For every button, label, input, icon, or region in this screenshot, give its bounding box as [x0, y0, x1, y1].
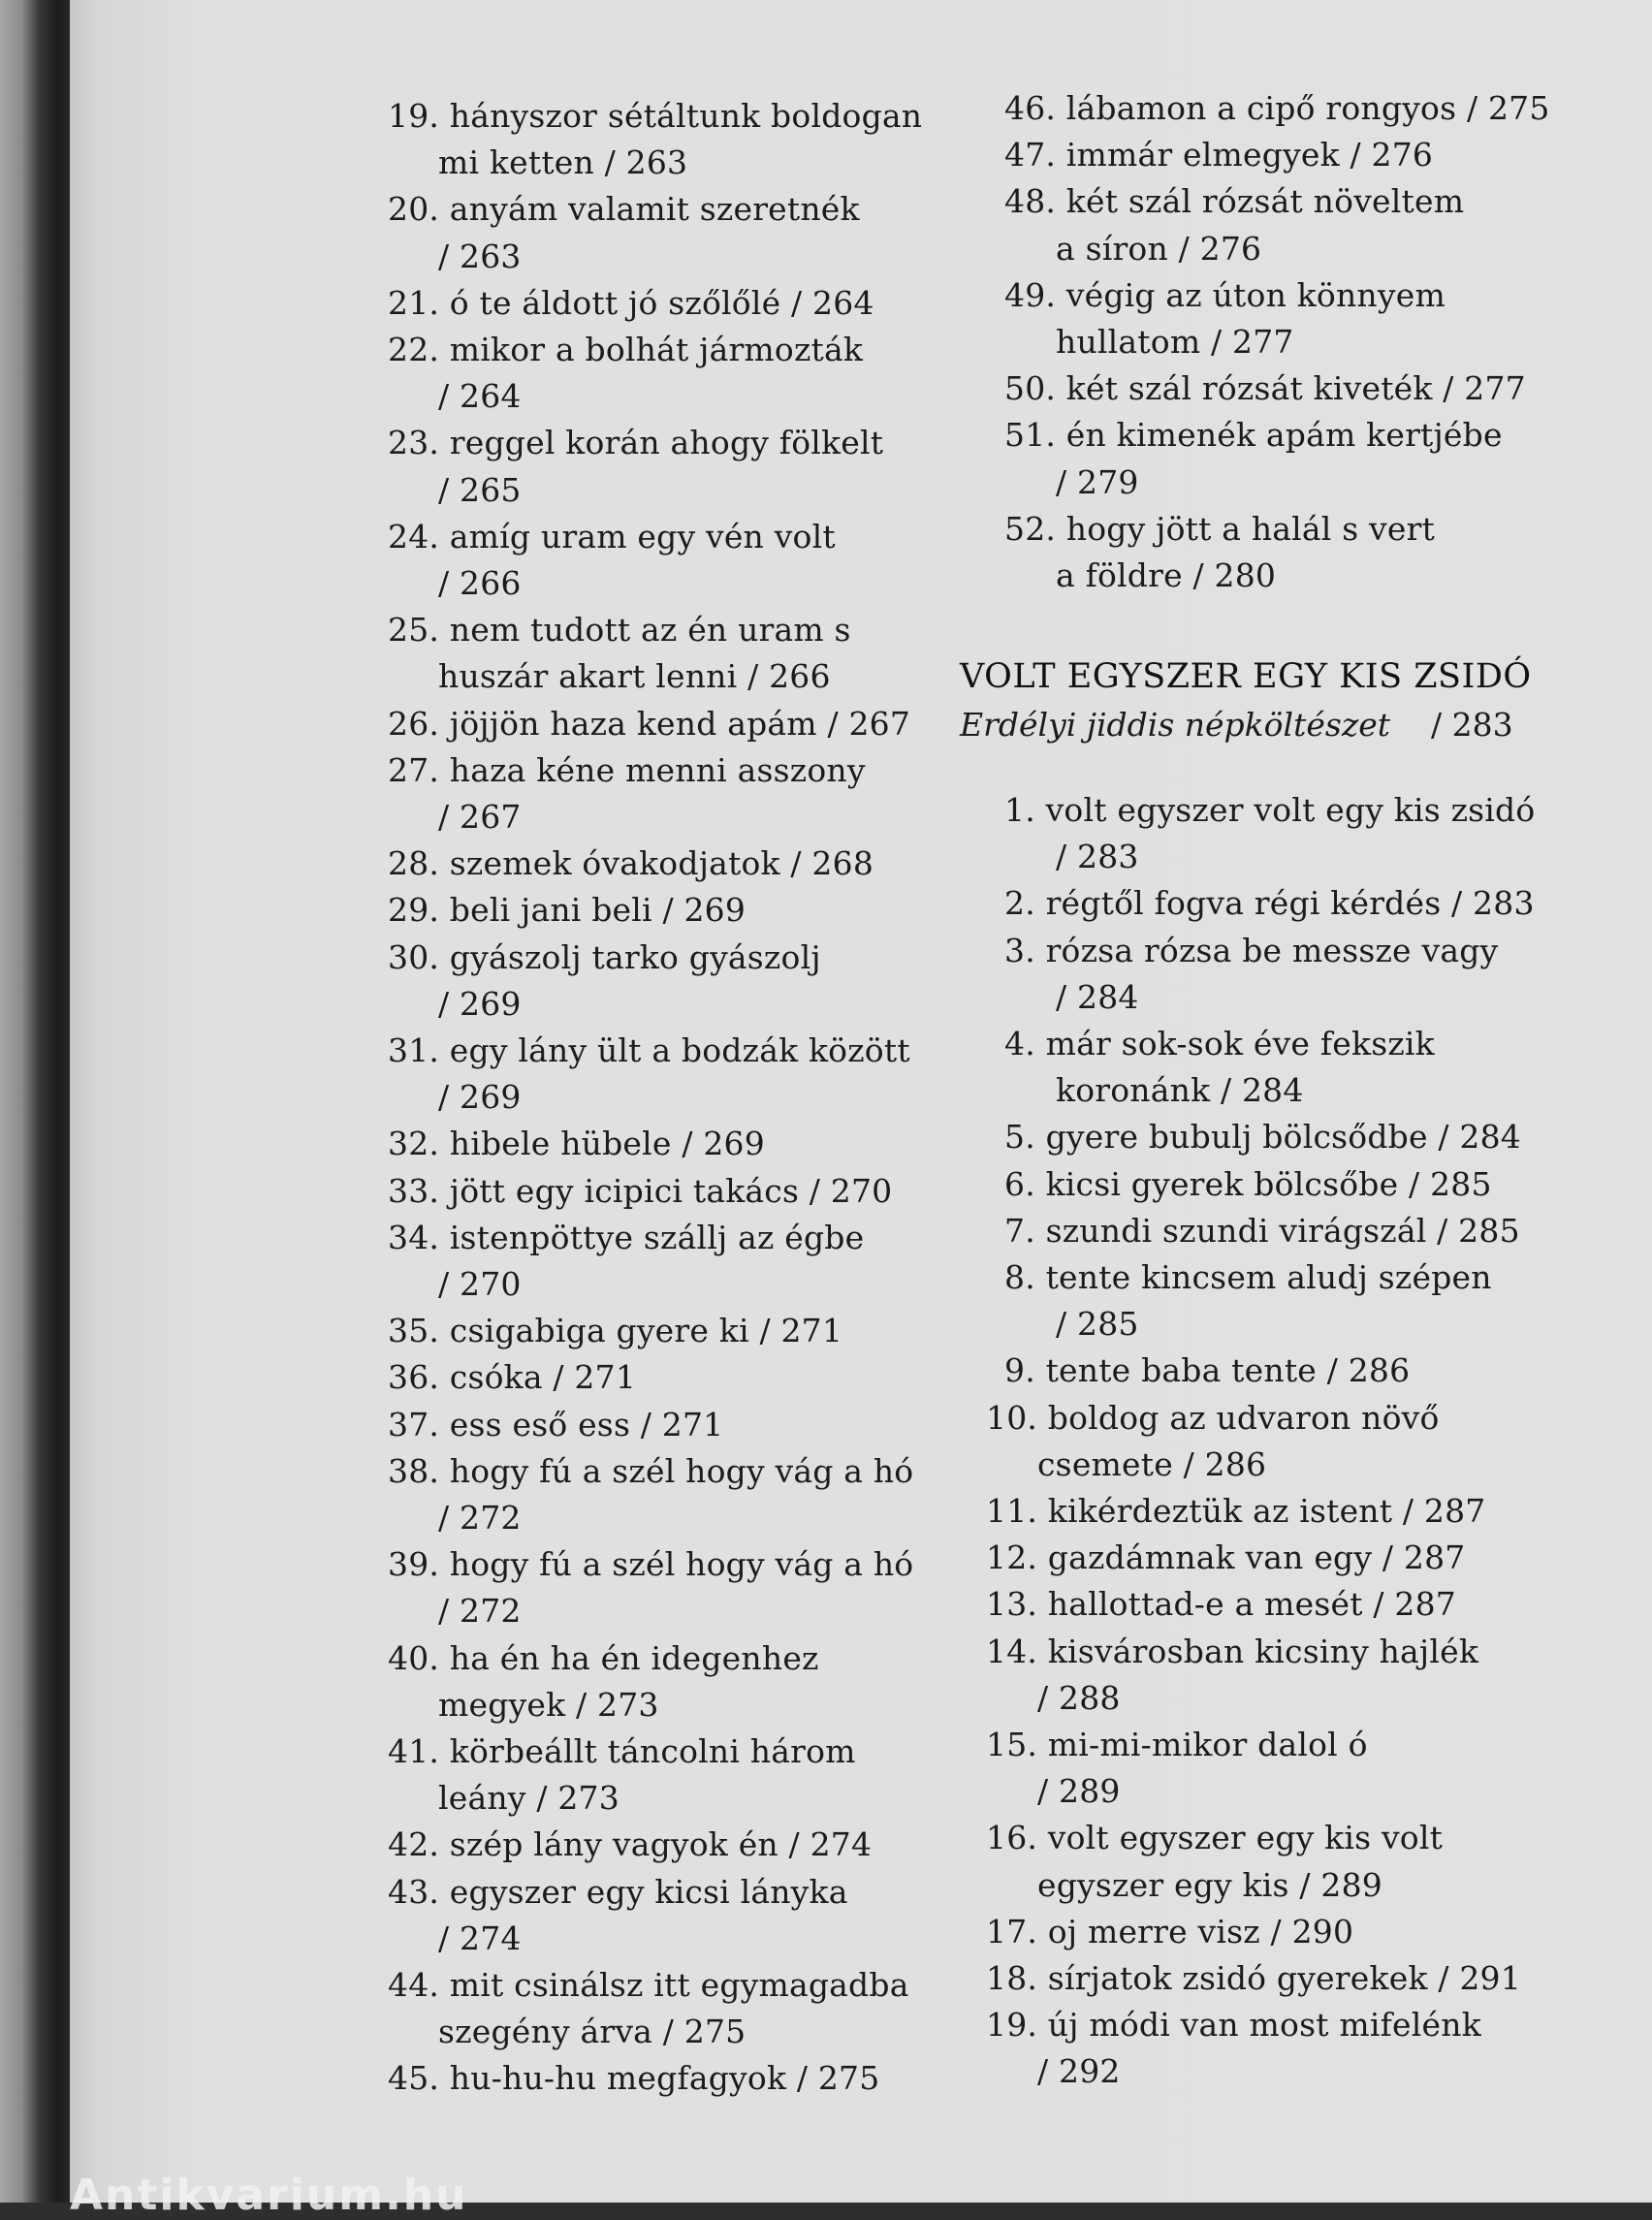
toc-entry: 48. két szál rózsát növeltem [1004, 182, 1465, 221]
section-title: VOLT EGYSZER EGY KIS ZSIDÓ [960, 657, 1532, 696]
toc-entry-continuation: / 279 [1056, 462, 1139, 501]
toc-entry-continuation: a síron / 276 [1056, 229, 1262, 268]
toc-entry-continuation: huszár akart lenni / 266 [438, 657, 831, 696]
toc-entry-continuation: / 269 [438, 984, 522, 1023]
toc-entry: 51. én kimenék apám kertjébe [1004, 416, 1503, 455]
toc-entry: 4. már sok-sok éve fekszik [1004, 1025, 1435, 1062]
toc-entry: 26. jöjjön haza kend apám / 267 [388, 704, 911, 743]
toc-entry: 33. jött egy icipici takács / 270 [388, 1171, 893, 1210]
toc-entry: 45. hu-hu-hu megfagyok / 275 [388, 2059, 880, 2098]
toc-entry: 52. hogy jött a halál s vert [1004, 509, 1436, 548]
toc-entry-continuation: hullatom / 277 [1056, 323, 1294, 361]
toc-entry-continuation: a földre / 280 [1056, 556, 1277, 594]
toc-entry-continuation: / 285 [1056, 1305, 1139, 1344]
toc-entry: 47. immár elmegyek / 276 [1004, 136, 1434, 174]
toc-entry: 24. amíg uram egy vén volt [388, 517, 836, 555]
toc-entry: 36. csóka / 271 [388, 1358, 637, 1397]
toc-entry: 15. mi-mi-mikor dalol ó [986, 1726, 1368, 1763]
toc-entry: 30. gyászolj tarko gyászolj [388, 937, 821, 976]
toc-entry-continuation: szegény árva / 275 [438, 2013, 747, 2051]
toc-entry: 50. két szál rózsát kiveték / 277 [1004, 369, 1526, 408]
toc-entry-continuation: / 288 [1037, 1678, 1121, 1717]
toc-entry: 29. beli jani beli / 269 [388, 891, 747, 930]
toc-entry: 34. istenpöttye szállj az égbe [388, 1218, 865, 1256]
toc-entry: 20. anyám valamit szeretnék [388, 190, 860, 229]
toc-entry-continuation: koronánk / 284 [1056, 1071, 1304, 1110]
toc-entry-continuation: csemete / 286 [1037, 1444, 1267, 1483]
toc-entry: 42. szép lány vagyok én / 274 [388, 1825, 873, 1864]
toc-entry-continuation: leány / 273 [438, 1779, 620, 1818]
toc-entry-continuation: / 263 [438, 237, 522, 275]
toc-entry-continuation: megyek / 273 [438, 1685, 659, 1724]
toc-entry: 10. boldog az udvaron növő [986, 1398, 1440, 1437]
toc-entry: 38. hogy fú a szél hogy vág a hó [388, 1451, 914, 1490]
toc-entry: 23. reggel korán ahogy fölkelt [388, 424, 884, 462]
watermark: Antikvarium.hu [70, 2171, 468, 2220]
toc-entry: 27. haza kéne menni asszony [388, 750, 866, 789]
toc-entry-continuation: / 284 [1056, 977, 1139, 1016]
toc-entry: 21. ó te áldott jó szőlőlé / 264 [388, 283, 874, 322]
toc-entry: 40. ha én ha én idegenhez [388, 1638, 819, 1677]
toc-entry-continuation: / 269 [438, 1078, 522, 1117]
toc-entry-continuation: / 274 [438, 1919, 522, 1957]
toc-entry: 13. hallottad-e a mesét / 287 [986, 1585, 1456, 1624]
toc-entry-continuation: / 272 [438, 1592, 522, 1631]
toc-entry-continuation: / 283 [1056, 838, 1139, 876]
section-subtitle-line [960, 706, 1513, 744]
toc-entry-continuation: / 264 [438, 377, 522, 416]
toc-entry-continuation: / 267 [438, 798, 522, 836]
toc-entry: 39. hogy fú a szél hogy vág a hó [388, 1545, 914, 1584]
toc-entry: 28. szemek óvakodjatok / 268 [388, 844, 874, 883]
toc-entry-continuation: / 265 [438, 470, 522, 509]
toc-entry: 43. egyszer egy kicsi lányka [388, 1872, 848, 1911]
toc-entry: 2. régtől fogva régi kérdés / 283 [1004, 884, 1535, 923]
toc-entry: 14. kisvárosban kicsiny hajlék [986, 1632, 1479, 1670]
toc-entry: 16. volt egyszer egy kis volt [986, 1819, 1444, 1857]
toc-entry: 1. volt egyszer volt egy kis zsidó [1004, 791, 1536, 829]
toc-entry: 9. tente baba tente / 286 [1004, 1351, 1411, 1390]
toc-entry-continuation: / 289 [1037, 1772, 1121, 1811]
toc-entry-continuation: mi ketten / 263 [438, 143, 688, 182]
toc-entry-continuation: / 270 [438, 1265, 522, 1303]
toc-entry: 32. hibele hübele / 269 [388, 1125, 765, 1163]
toc-entry: 8. tente kincsem aludj szépen [1004, 1258, 1492, 1296]
toc-entry: 41. körbeállt táncolni három [388, 1732, 856, 1770]
toc-entry: 11. kikérdeztük az istent / 287 [986, 1492, 1486, 1530]
toc-entry: 19. hányszor sétáltunk boldogan [388, 97, 923, 135]
toc-entry-continuation: / 292 [1037, 2052, 1121, 2091]
toc-entry: 44. mit csinálsz itt egymagadba [388, 1966, 909, 2004]
toc-entry: 12. gazdámnak van egy / 287 [986, 1538, 1466, 1577]
toc-entry: 18. sírjatok zsidó gyerekek / 291 [986, 1959, 1521, 1997]
toc-entry: 49. végig az úton könnyem [1004, 275, 1446, 314]
toc-entry: 3. rózsa rózsa be messze vagy [1004, 931, 1499, 969]
book-page [70, 0, 1652, 2220]
toc-entry: 31. egy lány ült a bodzák között [388, 1031, 910, 1069]
book-binding [0, 0, 70, 2203]
toc-entry: 5. gyere bubulj bölcsődbe / 284 [1004, 1118, 1521, 1157]
toc-entry-continuation: / 266 [438, 564, 522, 602]
section-subtitle: Erdélyi jiddis népköltészet [960, 706, 1391, 744]
toc-entry: 19. új módi van most mifelénk [986, 2006, 1481, 2045]
toc-entry: 7. szundi szundi virágszál / 285 [1004, 1211, 1520, 1250]
section-subtitle-page: / 283 [1431, 706, 1513, 744]
toc-entry: 25. nem tudott az én uram s [388, 611, 851, 650]
toc-entry-continuation: egyszer egy kis / 289 [1037, 1865, 1382, 1904]
toc-entry-continuation: / 272 [438, 1499, 522, 1537]
toc-entry: 46. lábamon a cipő rongyos / 275 [1004, 89, 1550, 127]
toc-entry: 35. csigabiga gyere ki / 271 [388, 1312, 843, 1350]
toc-entry: 17. oj merre visz / 290 [986, 1912, 1354, 1950]
toc-entry: 37. ess eső ess / 271 [388, 1405, 724, 1443]
toc-entry: 6. kicsi gyerek bölcsőbe / 285 [1004, 1164, 1492, 1203]
toc-entry: 22. mikor a bolhát jármozták [388, 331, 864, 368]
